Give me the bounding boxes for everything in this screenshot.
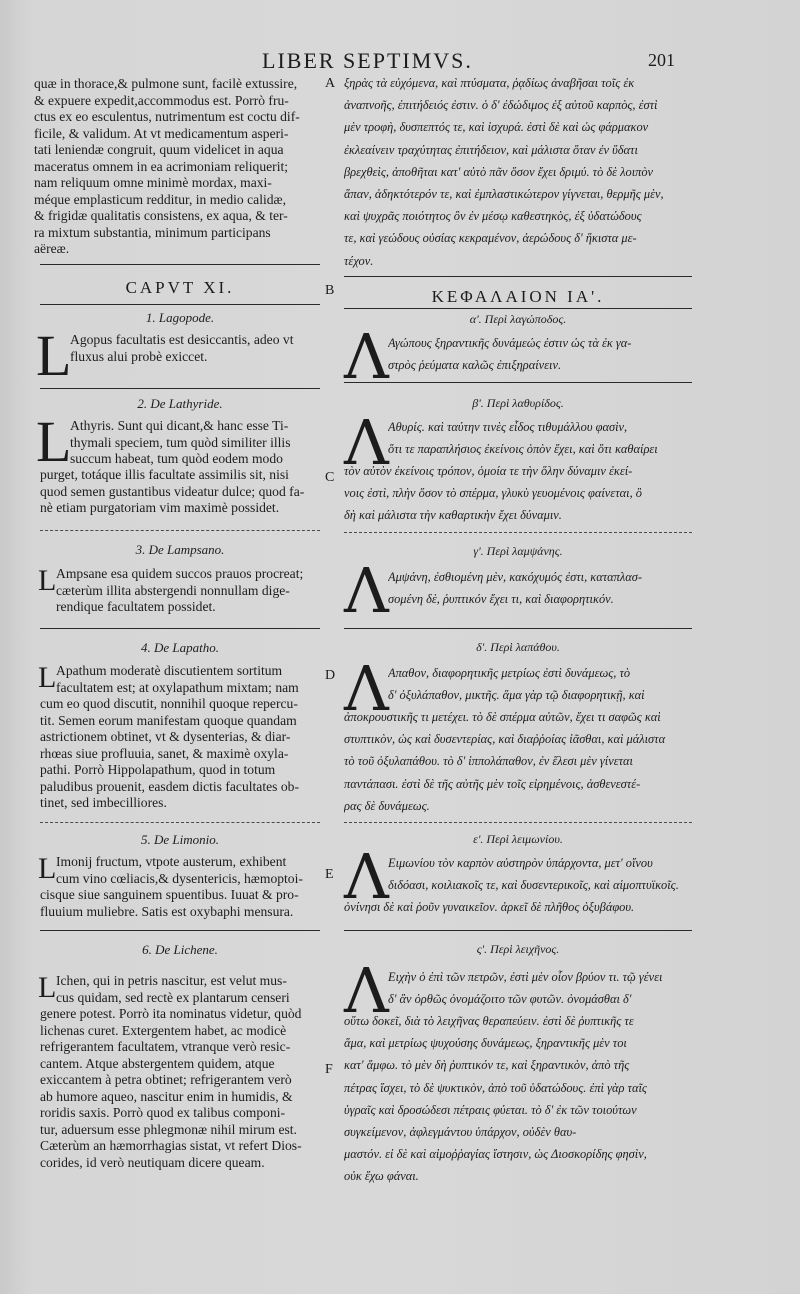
greek-section-body-4 bbox=[388, 662, 696, 706]
section-rule bbox=[344, 382, 692, 383]
text-line: ἅπαν, ἀδηκτότερόν τε, καὶ ἐμπλαστικώτερον γίγνεται, θερμῆς μὲν, bbox=[344, 187, 664, 202]
text-line: δ' ἂν ὀρθῶς ὀνομάζοιτο τῶν φυτῶν. ὀνομάσθαι δ' bbox=[388, 992, 632, 1007]
drop-cap: Λ bbox=[344, 840, 389, 913]
greek-intro-text bbox=[344, 72, 696, 272]
margin-letter-d: D bbox=[325, 668, 336, 683]
latin-section-title-2: 2. De Lathyride. bbox=[137, 396, 223, 411]
margin-letter-c: C bbox=[325, 470, 335, 485]
text-line: ra mixtum substantia, minimum participans bbox=[34, 224, 271, 240]
text-line: στυπτικὸν, ὡς καὶ δυσεντερίας, καὶ διαῤῥοίας ἰᾶσθαι, καὶ μάλιστα bbox=[344, 732, 666, 747]
text-line: cisque siue sanguinem spuentibus. Iuuat & pro- bbox=[40, 887, 299, 902]
text-line: ficile, & validum. At vt medicamentum asperi- bbox=[34, 125, 289, 141]
text-line: astrictionem obtinet, vt & dysenterias, & diar- bbox=[40, 729, 291, 744]
drop-cap: L bbox=[38, 971, 57, 1004]
text-line: thymali speciem, tum quòd similiter illis bbox=[70, 434, 291, 450]
page-header bbox=[0, 48, 800, 72]
text-line: κατ' ἄμφω. τὸ μὲν δὴ ῥυπτικόν τε, καὶ ξηραντικὸν, ἀπὸ τῆς bbox=[344, 1058, 630, 1073]
text-line: tinet, sed imbecilliores. bbox=[40, 795, 167, 810]
text-line: rendique facultatem possidet. bbox=[56, 599, 216, 614]
section-rule bbox=[40, 930, 320, 931]
text-line: ἀποκρουστικῆς τι μετέχει. τὸ δὲ σπέρμα αὐτῶν, ἔχει τι σαφῶς καὶ bbox=[344, 710, 661, 724]
text-line: paludibus prouenit, easdem dictis facultates ob- bbox=[40, 778, 299, 794]
drop-cap: L bbox=[38, 564, 57, 597]
latin-intro-text bbox=[34, 76, 324, 258]
text-line: purget, totáque illis facultate assimilis sit, nisi bbox=[40, 467, 289, 482]
greek-section-title-6: ς'. Περὶ λειχῆνος. bbox=[476, 942, 560, 956]
greek-section-title-5: ε'. Περὶ λειμωνίου. bbox=[473, 832, 563, 846]
text-line: exiccantem à petra obtinet; refrigerantem verò bbox=[40, 1072, 292, 1087]
text-line: & expuere expedit,accommodus est. Porrò fru- bbox=[34, 92, 289, 108]
latin-section-title-1: 1. Lagopode. bbox=[145, 310, 215, 325]
greek-section-body-3 bbox=[388, 566, 696, 610]
text-line: pathi. Porrò Hippolapathum, quod in totum bbox=[40, 762, 276, 777]
margin-letter-f: F bbox=[325, 1062, 333, 1077]
text-line: μὲν τροφὴ, δυσπεπτός τε, καὶ ἰσχυρά. ἐστὶ δὲ καὶ ὡς φάρμακον bbox=[344, 120, 649, 135]
text-line: rhœas siue profluuia, sanet, & maximè oxyla- bbox=[40, 745, 289, 761]
text-line: cum eo quod discutit, nonnihil quoque repercu- bbox=[40, 696, 298, 711]
text-line: Cæterùm an hæmorrhagias sistat, vt refert Dios- bbox=[40, 1138, 302, 1153]
text-line: οὕτω δοκεῖ, διὰ τὸ λειχῆνας θεραπεύειν. ἐστὶ δὲ ῥυπτικῆς τε bbox=[344, 1014, 634, 1028]
section-rule bbox=[40, 264, 320, 265]
text-line: fluuium muliebre. Satis est oxybaphi mensura. bbox=[40, 903, 294, 919]
text-line: & frigidæ qualitatis consistens, ex aqua, & ter- bbox=[34, 208, 288, 223]
text-line: Απαθον, διαφορητικῆς μετρίως ἐστὶ δυνάμεως, τὸ bbox=[388, 666, 631, 680]
text-line: cus quidam, sed rectè ex plantarum censeri bbox=[56, 989, 290, 1005]
text-line: cæterùm illita abstergendi nonnullam dige- bbox=[56, 582, 290, 598]
section-rule bbox=[344, 308, 692, 309]
greek-section-body-5-cont bbox=[344, 896, 696, 918]
greek-section-body-5 bbox=[388, 852, 696, 896]
section-rule bbox=[40, 304, 320, 305]
greek-section-body-6-cont bbox=[344, 1010, 696, 1188]
text-line: Ampsane esa quidem succos prauos procreat; bbox=[56, 566, 304, 581]
text-line: méque emplasticum redditur, in medio calidæ, bbox=[34, 191, 287, 207]
text-line: succum habeat, tum quòd eodem modo bbox=[70, 451, 283, 466]
section-rule bbox=[40, 388, 320, 389]
greek-section-body-2 bbox=[388, 416, 696, 460]
text-line: τε, καὶ γεώδους οὐσίας κεκραμένον, ἀερώδους δ' ἥκιστα με- bbox=[344, 231, 637, 246]
latin-section-body-6-cont bbox=[40, 1006, 322, 1171]
text-line: ὀνίνησι δὲ καὶ ῥοῦν γυναικεῖον. ἀρκεῖ δὲ πλῆθος ὀξυβάφου. bbox=[344, 900, 635, 914]
greek-chapter-heading: ΚΕΦΑΛΑΙΟΝ ΙΑ'. bbox=[431, 287, 605, 306]
text-line: tit. Semen eorum manifestam quoque quandam bbox=[40, 712, 297, 728]
text-line: refrigerantem facultatem, vtranque verò resic- bbox=[40, 1039, 291, 1054]
text-line: Ichen, qui in petris nascitur, est velut mus- bbox=[56, 973, 287, 988]
text-line: νοις ἐστὶ, πλὴν ὅσον τὸ σπέρμα, γλυκὺ γευομένοις φαίνεται, ὃ bbox=[344, 486, 642, 501]
drop-cap: L bbox=[38, 661, 57, 694]
text-line: τὸ τοῦ ὀξυλαπάθου. τὸ δ' ἱππολάπαθον, ἐν ἕλεσι μὲν γίνεται bbox=[344, 754, 633, 769]
text-line: Imonij fructum, vtpote austerum, exhibent bbox=[56, 854, 287, 869]
text-line: Ειμωνίου τὸν καρπὸν αὐστηρὸν ὑπάρχοντα, μετ' οἴνου bbox=[388, 856, 653, 870]
text-line: ξηρὰς τὰ εὐχόμενα, καὶ πτύσματα, ῥᾳδίως ἀναβῆσαι τοῖς ἐκ bbox=[344, 76, 635, 90]
text-line: δὴ καὶ μάλιστα τὴν καθαρτικὴν ἔχει δύναμιν. bbox=[344, 508, 562, 523]
greek-section-body-4-cont bbox=[344, 706, 696, 817]
page-number: 201 bbox=[648, 50, 675, 70]
latin-section-body-2 bbox=[70, 418, 322, 468]
drop-cap: L bbox=[38, 852, 57, 885]
text-line: facultatem est; at oxylapathum mixtam; nam bbox=[56, 679, 299, 695]
text-line: ἀναπνοῆς, ἐπιτήδειός ἐστιν. ὁ δ' ἐδώδιμος ἐξ αὐτοῦ καρπὸς, ἐστὶ bbox=[344, 98, 658, 113]
text-line: Αμψάνη, ἐσθιομένη μὲν, κακόχυμός ἐστι, καταπλασ- bbox=[388, 570, 642, 584]
latin-section-body-5 bbox=[56, 854, 322, 887]
latin-section-title-4: 4. De Lapatho. bbox=[141, 640, 219, 655]
section-rule bbox=[40, 822, 320, 823]
text-line: aëreæ. bbox=[34, 241, 70, 256]
margin-letter-e: E bbox=[325, 867, 334, 882]
drop-cap: Λ bbox=[344, 320, 389, 393]
text-line: tur, aduersum esse phlegmonæ nihil mirum est. bbox=[40, 1121, 297, 1137]
text-line: συγκείμενον, ἀφλεγμάντου ὑπάρχον, οὐδὲν θαυ- bbox=[344, 1125, 577, 1140]
text-line: Αγώπους ξηραντικῆς δυνάμεώς ἐστιν ὡς τὰ ἐκ γα- bbox=[388, 336, 632, 350]
drop-cap: Λ bbox=[344, 954, 389, 1027]
text-line: Apathum moderatè discutientem sortitum bbox=[56, 663, 283, 678]
latin-section-title-6: 6. De Lichene. bbox=[142, 942, 218, 957]
text-line: genere potest. Porrò ita nominatus videtur, quòd bbox=[40, 1006, 302, 1021]
text-line: nam reliquum omne minimè mordax, maxi- bbox=[34, 175, 272, 190]
section-rule bbox=[344, 276, 692, 277]
latin-section-body-6 bbox=[56, 973, 322, 1006]
latin-section-body-4-cont bbox=[40, 696, 322, 812]
latin-section-title-5: 5. De Limonio. bbox=[141, 832, 219, 847]
latin-section-body-3 bbox=[56, 566, 322, 616]
section-rule bbox=[344, 822, 692, 823]
text-line: maceratus omnem in ea acrimoniam reliquerit; bbox=[34, 158, 289, 174]
text-line: cantem. Atque abstergentem quidem, atque bbox=[40, 1055, 275, 1071]
greek-section-title-3: γ'. Περὶ λαμψάνης. bbox=[473, 544, 563, 558]
text-line: lichenas curet. Extergentem habet, ac modicè bbox=[40, 1022, 287, 1038]
section-rule bbox=[344, 532, 692, 533]
text-line: ctus ex eo esculentus, nutrimentum est coctu dif- bbox=[34, 109, 300, 124]
text-line: Ειχὴν ὁ ἐπὶ τῶν πετρῶν, ἐστὶ μὲν οἷον βρύον τι. τῷ γένει bbox=[388, 970, 663, 984]
drop-cap: Λ bbox=[344, 652, 389, 725]
text-line: πέτρας ἴσχει, τὸ δὲ ψυκτικὸν, ἀπὸ τοῦ ὑδατώδους. ἐπὶ γὰρ ταῖς bbox=[344, 1080, 647, 1095]
running-title: LIBER SEPTIMVS. bbox=[262, 48, 473, 73]
latin-section-title-3: 3. De Lampsano. bbox=[135, 542, 225, 557]
text-line: ὑγραῖς καὶ δροσώδεσι πέτραις φύεται. τὸ δ' ἐκ τῶν τοιούτων bbox=[344, 1102, 637, 1117]
latin-section-body-5-cont bbox=[40, 887, 322, 920]
section-rule bbox=[344, 628, 692, 629]
text-line: nè etiam purgatoriam vim maximè possidet. bbox=[40, 500, 280, 515]
greek-section-title-4: δ'. Περὶ λαπάθου. bbox=[476, 640, 560, 654]
drop-cap: L bbox=[36, 409, 72, 474]
text-line: ρας δὲ δυνάμεως. bbox=[344, 798, 430, 813]
text-line: ἅμα, καὶ μετρίως ψυχούσης δυνάμεως, ξηραντικῆς μὲν τοι bbox=[344, 1036, 627, 1051]
text-line: ὅτι τε παραπλήσιος ἐκείνοις ὀπὸν ἔχει, καὶ ὅτι καθαίρει bbox=[388, 442, 658, 457]
text-line: μαστόν. εἰ δὲ καὶ αἱμοῤῥαγίας ἵστησιν, ὡς Διοσκορίδης φησὶν, bbox=[344, 1147, 647, 1162]
text-line: ἐκλεαίνειν τραχύτητας ἐπιτήδειον, καὶ μάλιστα ὅταν ἐν ὕδατι bbox=[344, 142, 638, 157]
latin-chapter-heading: CAPVT XI. bbox=[125, 278, 235, 297]
latin-section-body-1 bbox=[70, 332, 322, 365]
text-line: fluxus alui probè exiccet. bbox=[70, 348, 208, 364]
text-line: corides, id verò neutiquam dicere queam. bbox=[40, 1154, 265, 1170]
section-rule bbox=[344, 930, 692, 931]
text-line: quod semen gustantibus videatur dulce; quod fa- bbox=[40, 483, 305, 499]
text-line: καὶ ψυχρᾶς ποιότητος ὂν ἐν μέσῳ καθεστηκὸς, ἐξ ὑδατώδους bbox=[344, 209, 642, 224]
greek-section-body-1 bbox=[388, 332, 696, 376]
greek-section-body-2-cont bbox=[344, 460, 696, 527]
text-line: Αθυρίς. καὶ ταύτην τινὲς εἶδος τιθυμάλλου φασὶν, bbox=[388, 420, 628, 434]
text-line: Agopus facultatis est desiccantis, adeo vt bbox=[70, 332, 294, 347]
latin-section-body-2-cont bbox=[40, 467, 322, 517]
text-line: tati leniendæ congruit, quum videlicet in aqua bbox=[34, 142, 284, 157]
text-line: διδόασι, κοιλιακοῖς τε, καὶ δυσεντερικοῖς, καὶ αἱμοπτυϊκοῖς. bbox=[388, 878, 679, 893]
text-line: ab humore aqueo, nascitur enim in humidis, & bbox=[40, 1088, 293, 1104]
text-line: Athyris. Sunt qui dicant,& hanc esse Ti- bbox=[70, 418, 289, 433]
drop-cap: Λ bbox=[344, 406, 389, 479]
text-line: βρεχθεὶς, ἀποθῆται κατ' αὐτὸ πᾶν ὅσον ἔχει δριμύ. τὸ δὲ λοιπὸν bbox=[344, 164, 654, 179]
drop-cap: L bbox=[36, 323, 72, 388]
margin-letter-b: B bbox=[325, 283, 335, 298]
drop-cap: Λ bbox=[344, 554, 389, 627]
text-line: στρὸς ῥεύματα καλῶς ἐπιξηραίνειν. bbox=[388, 358, 562, 373]
greek-section-body-6 bbox=[388, 966, 696, 1010]
margin-letter-a: A bbox=[325, 76, 336, 91]
text-line: οὐκ ἔχω φάναι. bbox=[344, 1169, 419, 1184]
greek-section-title-2: β'. Περὶ λαθυρίδος. bbox=[472, 396, 564, 410]
section-rule bbox=[40, 530, 320, 531]
text-line: δ' ὀξυλάπαθον, μικτῆς. ἅμα γὰρ τῷ διαφορητικῇ, καὶ bbox=[388, 688, 645, 703]
text-line: τὸν αὐτὸν ἐκείνοις τρόπον, ὁμοία τε τὴν ὅλην δύναμιν ἐκεί- bbox=[344, 464, 633, 478]
greek-section-title-1: α'. Περὶ λαγώποδος. bbox=[469, 312, 567, 326]
text-line: τέχον. bbox=[344, 253, 374, 268]
text-line: cum vino cœliacis,& dysentericis, hæmoptoi- bbox=[56, 870, 303, 886]
text-line: παντάπασι. ἐστὶ δὲ τῆς αὐτῆς μὲν τοῖς εἰρημένοις, ἀσθενεστέ- bbox=[344, 776, 641, 791]
text-line: quæ in thorace,& pulmone sunt, facilè extussire, bbox=[34, 76, 298, 91]
text-line: σομένη δὲ, ῥυπτικόν ἔχει τι, καὶ διαφορητικόν. bbox=[388, 592, 614, 607]
latin-section-body-4 bbox=[56, 663, 322, 696]
text-line: roridis saxis. Porrò quod ex talibus componi- bbox=[40, 1105, 286, 1120]
section-rule bbox=[40, 628, 320, 629]
